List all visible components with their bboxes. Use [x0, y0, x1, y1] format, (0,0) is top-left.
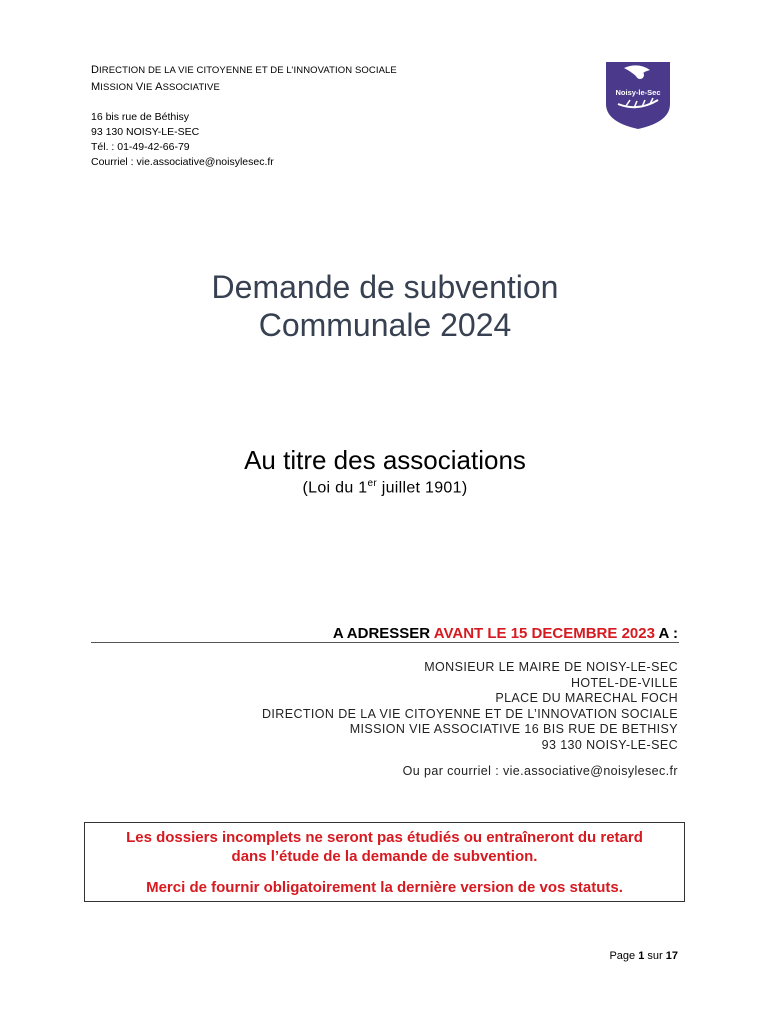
title-line-1: Demande de subvention — [211, 269, 559, 305]
warning-box — [84, 822, 685, 902]
city-logo — [604, 60, 672, 130]
divider — [91, 642, 679, 643]
recipient-line: PLACE DU MARECHAL FOCH — [495, 691, 678, 705]
send-deadline: A ADRESSER AVANT LE 15 DECEMBRE 2023 A : — [332, 625, 678, 642]
recipient-line: 93 130 NOISY-LE-SEC — [541, 737, 678, 752]
address-email: Courriel : vie.associative@noisylesec.fr — [91, 156, 274, 168]
logo-text: Noisy-le-Sec — [615, 88, 661, 97]
title-line-2: Communale 2024 — [258, 307, 512, 343]
subtitle: Au titre des associations — [244, 445, 526, 475]
recipient-line: DIRECTION DE LA VIE CITOYENNE ET DE L’INNOVATION SOCIALE — [261, 706, 678, 721]
mission-name: MISSION VIE ASSOCIATIVE — [91, 81, 220, 93]
address-street: 16 bis rue de Béthisy — [91, 111, 190, 123]
department-name: DIRECTION DE LA VIE CITOYENNE ET DE L’INNOVATION SOCIALE — [91, 64, 397, 76]
law-reference: (Loi du 1er juillet 1901) — [302, 478, 468, 497]
warning-line-1: Les dossiers incomplets ne seront pas étudiés ou entraîneront du retard — [126, 829, 643, 846]
warning-line-2: dans l’étude de la demande de subvention. — [231, 848, 538, 865]
recipient-line: MONSIEUR LE MAIRE DE NOISY-LE-SEC — [424, 660, 678, 674]
deadline-date: AVANT LE 15 DECEMBRE 2023 — [433, 625, 655, 642]
address-city: 93 130 NOISY-LE-SEC — [91, 126, 200, 138]
address-phone: Tél. : 01-49-42-66-79 — [91, 141, 190, 153]
recipient-line: HOTEL-DE-VILLE — [570, 675, 678, 690]
department-header — [91, 62, 397, 96]
document-title — [0, 268, 770, 344]
email-alternative: Ou par courriel : vie.associative@noisylesec.fr — [402, 764, 678, 778]
warning-line-3: Merci de fournir obligatoirement la dernière version de vos statuts. — [146, 879, 623, 896]
contact-address — [91, 110, 274, 170]
page-number: Page 1 sur 17 — [609, 950, 678, 962]
recipient-line: MISSION VIE ASSOCIATIVE 16 BIS RUE DE BETHISY — [349, 722, 678, 736]
recipient-address — [262, 660, 678, 753]
